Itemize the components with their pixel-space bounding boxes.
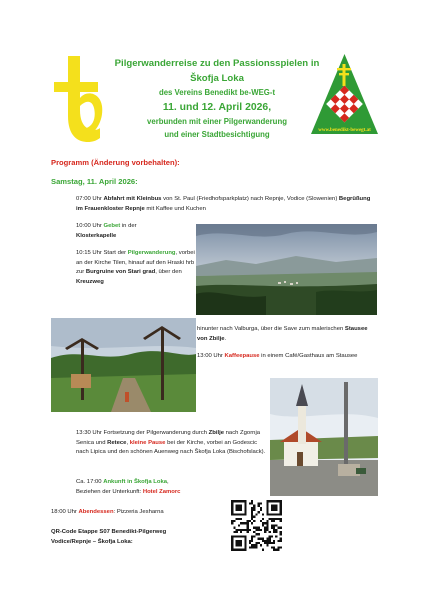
entry-text: bei der Kirche, vorbei an Godescic nach Lipica und den schönen Auenweg nach Škofja Loka (Bischofslack). (76, 439, 266, 456)
benedikt-logo-icon (50, 52, 104, 144)
entry-text: , über den (155, 269, 182, 276)
program-entry-dinner (51, 508, 251, 518)
entry-highlight: Begrüßung im Frauenkloster Repnje (76, 196, 371, 212)
entry-text: mit Kaffee und Kuchen (144, 205, 206, 212)
entry-text: 13:30 Uhr Fortsetzung der Pilgerwanderung durch (76, 430, 209, 436)
program-entry-prayer (76, 222, 196, 241)
entry-text: von St. Paul (Friedhofsparkplatz) nach Repnje, Vodice (Slowenien) (161, 196, 339, 202)
title-line: Škofja Loka (190, 73, 244, 84)
entry-highlight: Pilgerwanderung (127, 250, 176, 256)
title-line: und einer Stadtbesichtigung (164, 130, 270, 139)
title-line: des Vereins Benedikt be-WEG-t (158, 88, 276, 97)
qr-caption-line: QR-Code Etappe S07 Benedikt-Pilgerweg (51, 529, 167, 535)
program-entry-continuation (76, 429, 266, 458)
entry-highlight: Abendessen (78, 509, 114, 515)
entry-highlight: Zbilje (208, 430, 225, 436)
program-entry-valburga (197, 325, 377, 344)
entry-text: : Pizzeria Jesharna (113, 509, 164, 515)
program-entry-coffee-break (197, 352, 377, 362)
program-heading: Programm (Änderung vorbehalten): (51, 158, 180, 167)
program-entry-pilgrim-start (76, 249, 196, 287)
entry-highlight: Gebet (103, 223, 121, 229)
entry-text: in einem Café/Gasthaus am Stausee (259, 353, 358, 359)
benedikt-bewegt-triangle-logo (309, 52, 380, 138)
entry-text: 10:00 Uhr (76, 223, 104, 229)
entry-highlight: Kreuzweg (76, 278, 104, 285)
wayside-cross-photo (51, 318, 196, 412)
title-line: Pilgerwanderreise zu den Passionsspielen in (114, 58, 320, 69)
entry-text: 13:00 Uhr (197, 353, 225, 359)
qr-code-icon[interactable] (229, 497, 284, 554)
entry-text: , (126, 439, 130, 446)
entry-text: 18:00 Uhr (51, 509, 79, 515)
entry-text: Beziehen der Unterkunft: (76, 488, 143, 495)
entry-text: . (224, 335, 227, 342)
program-entry-arrival (76, 478, 266, 497)
church-photo (270, 378, 378, 496)
entry-text: in der (120, 223, 137, 229)
entry-highlight: Kaffeepause (224, 353, 260, 359)
title-line: verbunden mit einer Pilgerwanderung (147, 117, 287, 126)
entry-text: , (167, 479, 169, 485)
entry-text: hinunter nach Valburga, über die Save zum malerischen (197, 326, 345, 332)
program-entry-departure (76, 195, 376, 214)
landscape-photo (196, 224, 377, 315)
entry-highlight: Ankunft in Škofja Loka (103, 479, 168, 485)
entry-highlight: Stausee von Zbilje (197, 326, 368, 342)
entry-highlight: Retece (107, 439, 127, 446)
entry-text: 10:15 Uhr Start der (76, 250, 128, 256)
entry-text: nach Zgornja Senica und (76, 430, 261, 446)
entry-text: 07:00 Uhr (76, 196, 104, 202)
entry-highlight: Klosterkapelle (76, 232, 117, 239)
entry-text: Ca. 17:00 (76, 479, 104, 485)
logo-url: www.benedikt-bewegt.at (318, 128, 371, 133)
entry-highlight: Burgruine von Stari grad (85, 269, 156, 276)
qr-caption-line: Vodice/Repnje – Škofja Loka: (51, 539, 133, 545)
qr-code-caption (51, 527, 241, 547)
day-heading: Samstag, 11. April 2026: (51, 177, 138, 186)
entry-highlight: Hotel Zamorc (142, 488, 181, 495)
entry-text: , vorbei an der Kirche Tilen, hinauf auf den Hraski hrb zur (76, 250, 195, 276)
entry-highlight: Abfahrt mit Kleinbus (103, 196, 162, 202)
title-block (104, 56, 330, 141)
title-date: 11. und 12. April 2026, (162, 102, 272, 113)
entry-highlight: kleine Pause (129, 439, 166, 446)
